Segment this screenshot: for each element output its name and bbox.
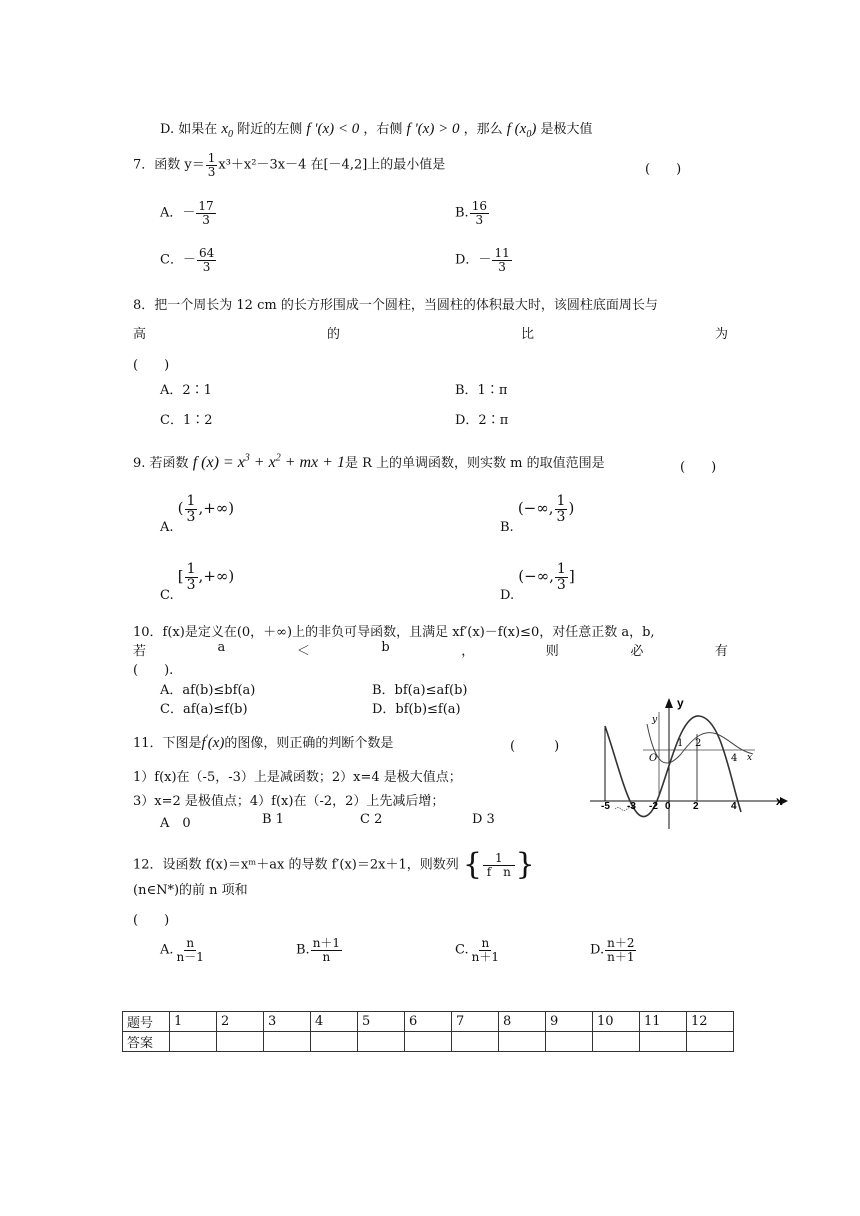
table-cell-number: 5 <box>358 1012 405 1032</box>
answer-cell[interactable] <box>358 1032 405 1052</box>
q6-d-suffix: 是极大值 <box>540 122 593 137</box>
small-tick-4: 4 <box>731 753 738 764</box>
tick-minus5: -5 <box>601 801 610 812</box>
q7-a-label: A．－ <box>160 205 196 221</box>
q6-d-mid1: 附近的左侧 <box>237 122 303 137</box>
main-y-label: y <box>677 696 684 710</box>
q9-suffix: 是 R 上的单调函数，则实数 m 的取值范围是 <box>344 456 605 471</box>
small-tick-1: 1 <box>677 738 684 749</box>
math-fx0: f $(x_0)$ <box>506 121 537 140</box>
q7-stem-b: x³＋x²－3x－4 在[－4,2]上的最小值是 <box>218 157 446 173</box>
y-axis-arrow-icon <box>665 698 673 708</box>
q8-word: 比 <box>520 327 534 342</box>
q11-derivative-graph <box>585 694 790 830</box>
table-cell-number: 9 <box>546 1012 593 1032</box>
q9-option-b <box>500 494 574 535</box>
q12-option-a <box>160 937 207 963</box>
q9-option-c <box>160 562 234 603</box>
q11-stem-a: 11．下图是 <box>133 736 202 751</box>
table-cell-number: 7 <box>452 1012 499 1032</box>
q7-option-b <box>455 200 490 226</box>
q7-d-label: D．－ <box>455 252 492 268</box>
q7-fraction-one-third: $\frac{1}{3}$ <box>207 151 216 179</box>
answer-cell[interactable] <box>640 1032 687 1052</box>
q12-line2: (n∈N*)的前 n 项和 <box>133 883 248 898</box>
answer-cell[interactable] <box>546 1032 593 1052</box>
q9-option-d <box>500 562 575 603</box>
math-fprime-gt0: f '(x) > 0 <box>406 121 460 137</box>
small-origin-label: O <box>649 753 658 764</box>
q12-b-label: B. <box>296 942 310 958</box>
q11-paren: ( ) <box>510 739 560 754</box>
q9-d-interval: (−∞, $\frac{1}{3}$ ] <box>518 561 575 593</box>
q10-paren: ( ). <box>133 663 174 678</box>
q12-c-frac: $\frac{n}{n+1}$ <box>471 936 499 964</box>
q12-c-label: C. <box>455 942 469 958</box>
q6-d-mid2: ，右侧 <box>363 122 403 137</box>
q10-word: 必 <box>630 644 644 659</box>
q12-d-label: D. <box>590 942 605 958</box>
answer-cell[interactable] <box>405 1032 452 1052</box>
table-row-answers <box>123 1032 734 1052</box>
q12-option-b <box>296 937 343 963</box>
table-cell-number: 8 <box>499 1012 546 1032</box>
q10-option-d: D．bf(b)≤f(a) <box>372 702 461 717</box>
q9-a-label: A. <box>160 520 174 536</box>
q9-b-interval: (−∞, $\frac{1}{3}$ ) <box>517 493 575 525</box>
q8-word: 的 <box>326 327 340 342</box>
q8-word: 为 <box>714 327 728 342</box>
small-tick-2: 2 <box>695 738 702 749</box>
q12-a-label: A. <box>160 942 174 958</box>
q7-option-a <box>160 200 217 226</box>
q8-line2 <box>133 323 728 342</box>
tick-4: 4 <box>731 801 737 812</box>
main-x-label: x <box>776 794 783 808</box>
table-cell-number: 11 <box>640 1012 687 1032</box>
answer-cell[interactable] <box>499 1032 546 1052</box>
q7-option-d <box>455 247 513 273</box>
q12-sequence: { $\frac{1}{\text{f n}}$ } <box>462 847 535 882</box>
q7-stem <box>133 152 445 178</box>
q10-word: ， <box>461 644 475 659</box>
q7-stem-a: 7．函数 y＝ <box>133 157 205 173</box>
tick-minus2: -2 <box>649 801 658 812</box>
q12-b-frac: $\frac{n+1}{n}$ <box>312 936 341 964</box>
q9-option-a <box>160 494 234 535</box>
q10-word: 则 <box>545 644 559 659</box>
q8-option-a: A．2∶1 <box>160 383 212 398</box>
q11-stem-b: 的图像，则正确的判断个数是 <box>224 736 394 751</box>
q12-option-c <box>455 937 502 963</box>
math-fprime-lt0: f '(x) < 0 <box>306 121 360 137</box>
q10-word: b <box>381 640 390 655</box>
q10-word: a <box>217 640 226 655</box>
answer-cell[interactable] <box>687 1032 734 1052</box>
math-fprime: f′(x) <box>201 733 225 751</box>
table-cell-number: 12 <box>687 1012 734 1032</box>
math-fx-cubic: f $(x) = x^3 + x^2$ + mx + 1 <box>192 452 345 471</box>
table-cell-number: 1 <box>170 1012 217 1032</box>
q8-line1: 8．把一个周长为 12 cm 的长方形围成一个圆柱，当圆柱的体积最大时，该圆柱底面周长与 <box>133 298 658 313</box>
q12-d-frac: $\frac{n+2}{n+1}$ <box>607 936 635 964</box>
q10-option-c: C．af(a)≤f(b) <box>160 702 248 717</box>
q7-b-frac: $\frac{16}{3}$ <box>471 199 487 227</box>
small-x-label: x <box>747 753 753 763</box>
q12-a-frac: $\frac{n}{n-1}$ <box>176 936 204 964</box>
answer-cell[interactable] <box>170 1032 217 1052</box>
q10-option-a: A．af(b)≤bf(a) <box>160 683 256 698</box>
table-cell-number: 3 <box>264 1012 311 1032</box>
answer-cell[interactable] <box>264 1032 311 1052</box>
table-cell-number: 6 <box>405 1012 452 1032</box>
q8-paren: ( ) <box>133 358 170 373</box>
q10-line1: 10．f(x)是定义在(0，＋∞)上的非负可导函数，且满足 xf′(x)－f(x)≤0，对任意正数 a，b, <box>133 625 655 640</box>
q8-option-b: B．1∶π <box>455 383 508 398</box>
q6-d-mid3: ，那么 <box>463 122 503 137</box>
q12-stem-text: 12．设函数 f(x)＝xᵐ＋ax 的导数 f′(x)＝2x＋1，则数列 <box>133 857 459 873</box>
math-x0: $x_0$ <box>221 121 234 140</box>
q8-option-d: D．2∶π <box>455 413 509 428</box>
q11-option-d: D 3 <box>472 812 495 827</box>
answer-cell[interactable] <box>311 1032 358 1052</box>
q11-option-c: C 2 <box>360 812 383 827</box>
tick-2: 2 <box>693 801 699 812</box>
q10-option-b: B．bf(a)≤af(b) <box>372 683 468 698</box>
tick-minus3: -3 <box>627 801 636 812</box>
q11-stem <box>133 732 393 752</box>
q10-word: 若 <box>133 644 147 659</box>
q11-option-a: A 0 <box>160 816 191 831</box>
q11-statement-3-4: 3）x=2 是极值点；4）f(x)在（-2，2）上先减后增； <box>133 794 445 809</box>
q9-d-label: D. <box>500 588 515 604</box>
q7-paren: ( ) <box>645 162 682 177</box>
answer-cell[interactable] <box>217 1032 264 1052</box>
q9-c-interval: [ $\frac{1}{3}$ ,+∞) <box>177 561 235 593</box>
q11-option-b: B 1 <box>262 812 284 827</box>
q11-statement-1-2: 1）f(x)在（-5，-3）上是减函数；2）x=4 是极大值点； <box>133 770 462 785</box>
table-head-answer: 答案 <box>123 1032 170 1052</box>
q7-d-frac: $\frac{11}{3}$ <box>494 246 510 274</box>
q7-option-c <box>160 247 217 273</box>
q10-word: 有 <box>714 644 728 659</box>
q12-paren: ( ) <box>133 913 170 928</box>
q9-c-label: C. <box>160 588 174 604</box>
q7-b-label: B. <box>455 205 469 221</box>
q10-line2 <box>133 640 728 659</box>
q7-c-label: C．－ <box>160 252 196 268</box>
small-y-label: y <box>652 715 658 725</box>
table-cell-number: 2 <box>217 1012 264 1032</box>
answer-cell[interactable] <box>593 1032 640 1052</box>
q9-prefix: 9. 若函数 <box>133 456 189 471</box>
q9-b-label: B. <box>500 520 514 536</box>
q9-a-interval: ( $\frac{1}{3}$ ,+∞) <box>177 493 235 525</box>
tick-0: 0 <box>665 801 671 812</box>
table-cell-number: 10 <box>593 1012 640 1032</box>
q7-a-frac: $\frac{17}{3}$ <box>198 199 214 227</box>
q8-word: 高 <box>133 327 147 342</box>
q6-d-prefix: D. 如果在 <box>160 122 218 137</box>
q9-paren: ( ) <box>680 460 717 475</box>
table-cell-number: 4 <box>311 1012 358 1032</box>
answer-cell[interactable] <box>452 1032 499 1052</box>
q9-stem <box>133 452 605 472</box>
table-row-numbers <box>123 1012 734 1032</box>
q8-option-c: C．1∶2 <box>160 413 213 428</box>
answer-table <box>122 1011 734 1052</box>
q12-stem <box>133 847 535 882</box>
table-head-number: 题号 <box>123 1012 170 1032</box>
q12-option-d <box>590 937 637 963</box>
q6-option-d <box>160 118 592 140</box>
q7-c-frac: $\frac{64}{3}$ <box>198 246 215 274</box>
q10-word: ＜ <box>296 644 310 659</box>
